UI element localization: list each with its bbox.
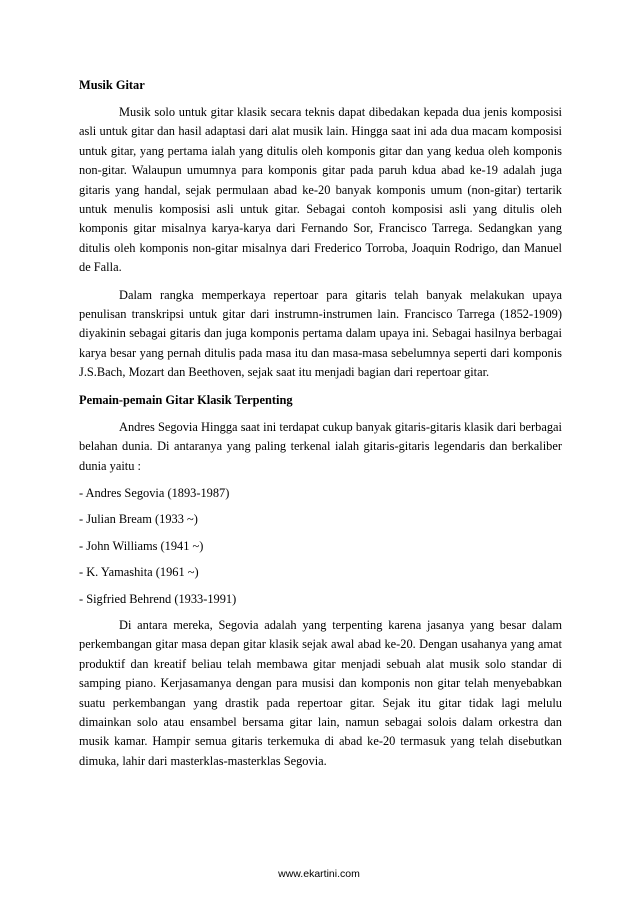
list-item: - K. Yamashita (1961 ~)	[79, 565, 199, 580]
list-item: - Julian Bream (1933 ~)	[79, 512, 198, 527]
paragraph-guitarists-intro: Andres Segovia Hingga saat ini terdapat cukup banyak gitaris-gitaris klasik dari berbagai belahan dunia. Di antaranya yang paling terkenal ialah gitaris-gitaris legendaris dan berkaliber dunia yaitu :	[79, 419, 562, 473]
guitarist-list	[79, 484, 562, 609]
list-item: - John Williams (1941 ~)	[79, 538, 204, 553]
footer-url: www.ekartini.com	[278, 868, 360, 880]
paragraph-segovia: Di antara mereka, Segovia adalah yang terpenting karena jasanya yang besar dalam perkembangan gitar masa depan gitar klasik sejak awal abad ke-20. Dengan usahanya yang amat produktif dan kreatif beliau telah membawa gitar menjadi sebuah alat musik solo standar di samping piano. Kerjasamanya dengan para musisi dan komponis non gitar telah menyebabkan suatu perkembangan yang drastik pada repertoar gitar. Sejak itu gitar tidak lagi melulu dimainkan solo atau ensambel bersama gitar lain, namun sebagai solois dalam orkestra dan musik kamar. Hampir semua gitaris terkemuka di abad ke-20 termasuk yang telah disebutkan dimuka, lahir dari masterklas-masterklas Segovia.	[79, 617, 562, 768]
list-item: - Andres Segovia (1893-1987)	[79, 485, 230, 500]
document-page	[79, 76, 562, 779]
section-heading-guitarists: Pemain-pemain Gitar Klasik Terpenting	[79, 392, 293, 407]
section-heading-musik-gitar: Musik Gitar	[79, 78, 145, 92]
list-item: - Sigfried Behrend (1933-1991)	[79, 591, 237, 606]
paragraph-transcriptions: Dalam rangka memperkaya repertoar para gitaris telah banyak melakukan upaya penulisan transkripsi untuk gitar dari instrumn-instrumen lain. Francisco Tarrega (1852-1909) diyakinin sebagai gitaris dan juga komponis pertama dalam upaya ini. Sebagai hasilnya berbagai karya besar yang pernah ditulis pada masa itu dan masa-masa sebelumnya seperti dari komponis J.S.Bach, Mozart dan Beethoven, sejak saat itu menjadi bagian dari repertoar gitar.	[79, 287, 562, 380]
paragraph-composition-types: Musik solo untuk gitar klasik secara teknis dapat dibedakan kepada dua jenis komposisi asli untuk gitar dan hasil adaptasi dari alat musik lain. Hingga saat ini ada dua macam komposisi untuk gitar, yang pertama ialah yang ditulis oleh komponis gitar dan yang kedua oleh komponis non-gitar. Walaupun umumnya para komponis gitar pada paruh kdua abad ke-19 adalah juga gitaris yang handal, sejak permulaan abad ke-20 banyak komponis umum (non-gitar) tertarik untuk menulis komposisi asli untuk gitar. Sebagai contoh komposisi asli yang ditulis oleh komponis gitar misalnya karya-karya dari Fernando Sor, Francisco Tarrega. Sedangkan yang ditulis oleh komponis non-gitar misalnya dari Frederico Torroba, Joaquin Rodrigo, dan Manuel de Falla.	[79, 105, 562, 275]
